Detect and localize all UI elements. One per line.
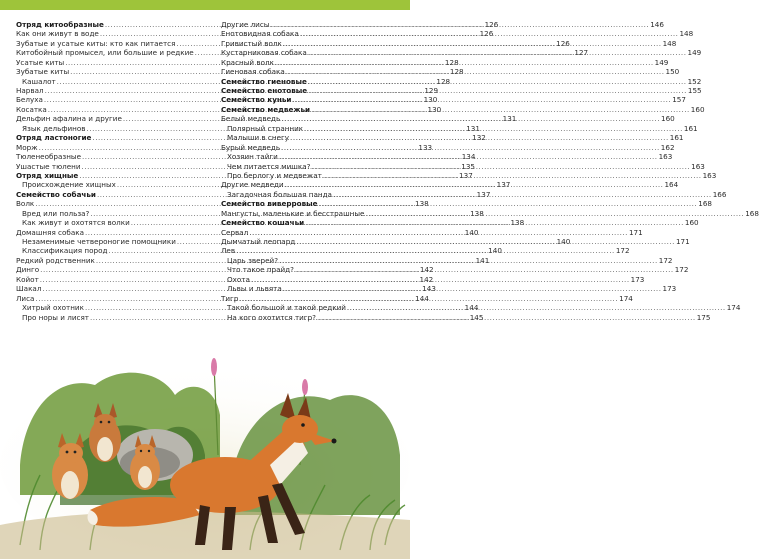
toc-entry-page: 161 <box>683 123 698 133</box>
dot-leader <box>300 29 679 38</box>
toc-entry-title: Зубатые и усатые киты: кто как питается <box>16 38 176 48</box>
toc-entry-title: Семейство гиеновые <box>221 76 307 86</box>
toc-entry-title: Кашалот <box>22 76 56 86</box>
toc-entry-page: 160 <box>661 114 675 124</box>
dot-leader <box>281 114 660 123</box>
toc-entry-page: 137 <box>496 180 511 190</box>
toc-entry-title: Гиеновая собака <box>221 67 285 77</box>
toc-entry-title: Волк <box>16 199 35 209</box>
toc-entry-page: 145 <box>469 312 484 322</box>
toc-entry-title: Про норы и лисят <box>22 312 89 322</box>
dot-leader <box>270 20 649 29</box>
dot-leader <box>308 77 687 86</box>
toc-entry-page: 126 <box>556 38 570 48</box>
toc-entry-title: Морж <box>16 142 38 152</box>
toc-entry-title: Редкий родственник <box>16 255 95 265</box>
top-accent-bar <box>0 0 410 10</box>
toc-entry-title: Чем питается мишка? <box>227 161 311 171</box>
toc-entry-page: 127 <box>574 48 589 58</box>
dot-leader <box>239 294 618 303</box>
toc-entry-title: Львы и львята <box>227 284 282 294</box>
toc-entry-title: Вред или польза? <box>22 208 90 218</box>
toc-entry-title: Как они живут в воде <box>16 29 99 39</box>
toc-entry-page: 160 <box>684 218 699 228</box>
toc-entry-title: Гривистый волк <box>221 38 282 48</box>
toc-entry-page: 148 <box>679 29 694 39</box>
toc-entry-page: 144 <box>464 303 479 313</box>
toc-entry-title: Косатка <box>16 104 47 114</box>
toc-entry-title: Такой большой и такой редкий <box>227 303 346 313</box>
dot-leader <box>285 180 664 189</box>
toc-entry-page: 171 <box>628 227 643 237</box>
toc-entry-page: 131 <box>502 114 517 124</box>
toc-entry-page: 126 <box>479 29 494 39</box>
toc-entry-page: 137 <box>459 170 473 180</box>
toc-entry-title: Семейство кошачьи <box>221 218 305 228</box>
dot-leader <box>251 275 630 284</box>
toc-entry-title: Семейство куньи <box>221 95 292 105</box>
toc-entry-page: 129 <box>424 86 439 96</box>
toc-entry-title: Другие медведи <box>221 180 284 190</box>
toc-entry-page: 140 <box>556 237 571 247</box>
dot-leader <box>347 303 726 312</box>
dot-leader <box>319 199 698 208</box>
toc-entry-title: Классификация пород <box>22 246 108 256</box>
toc-entry-title: Лиса <box>16 293 35 303</box>
toc-entry-title: Охота <box>227 274 250 284</box>
toc-entry-title: Семейство собачьи <box>16 189 96 199</box>
toc-entry-page: 140 <box>488 246 502 256</box>
dot-leader <box>286 67 665 76</box>
dot-leader <box>279 256 658 265</box>
toc-entry-title: Мангусты, маленькие и бесстрашные <box>221 208 365 218</box>
toc-entry-title: Динго <box>16 265 40 275</box>
dot-leader <box>308 86 687 95</box>
toc-entry-title: Койот <box>16 274 39 284</box>
toc-entry-title: Малыши в снегу <box>227 133 290 143</box>
toc-entry-page: 131 <box>466 123 480 133</box>
dot-leader <box>311 162 690 171</box>
toc-entry-page: 155 <box>687 86 702 96</box>
toc-entry-title: Семейство медвежьи <box>221 104 311 114</box>
toc-entry-page: 142 <box>419 274 434 284</box>
toc-entry-title: Царь зверей? <box>227 255 279 265</box>
dot-leader <box>333 190 712 199</box>
toc-entry-page: 140 <box>464 227 479 237</box>
toc-entry-page: 128 <box>444 57 459 67</box>
toc-entry-page: 166 <box>712 189 727 199</box>
toc-entry-page: 171 <box>675 237 690 247</box>
toc-entry-title: Тигр <box>221 293 239 303</box>
toc-entry-title: Китобойный промысел, или большие и редкие <box>16 48 194 58</box>
toc-entry-title: Тюленеобразные <box>16 152 81 162</box>
toc-entry-title: Нарвал <box>16 86 44 96</box>
toc-entry-title: Происхождение хищных <box>22 180 116 190</box>
toc-entry-title: Семейство виверровые <box>221 199 318 209</box>
toc-entry-page: 174 <box>619 293 633 303</box>
dot-leader <box>279 152 658 161</box>
toc-entry-page: 168 <box>698 199 712 209</box>
toc-entry-title: Про берлогу и медвежат <box>227 170 322 180</box>
toc-entry-title: Ушастые тюлени <box>16 161 81 171</box>
toc-entry-title: Дельфин афалина и другие <box>16 114 122 124</box>
toc-entry-title: Семейство енотовые <box>221 86 308 96</box>
toc-entry-page: 138 <box>415 199 429 209</box>
toc-entry-page: 150 <box>665 67 680 77</box>
toc-entry-title: Зубатые киты <box>16 67 70 77</box>
toc-entry-page: 134 <box>461 152 476 162</box>
toc-entry-title: Язык дельфинов <box>22 123 86 133</box>
toc-entry-page: 162 <box>660 142 675 152</box>
toc-entry-page: 132 <box>472 133 486 143</box>
dot-leader <box>317 313 696 322</box>
dot-leader <box>281 143 660 152</box>
foxes-illustration <box>0 345 410 559</box>
toc-entry-page: 128 <box>436 76 451 86</box>
toc-entry-page: 146 <box>650 19 664 29</box>
toc-entry-page: 164 <box>664 180 679 190</box>
toc-entry-title: На кого охотится тигр? <box>227 312 316 322</box>
toc-entry-title: Дымчатый леопард <box>221 237 296 247</box>
dot-leader <box>292 95 671 104</box>
toc-entry-title: Незаменимые четвероногие помощники <box>22 237 176 247</box>
dot-leader <box>323 171 702 180</box>
dot-leader <box>308 48 687 57</box>
toc-entry-title: Красный волк <box>221 57 274 67</box>
toc-entry-page: 130 <box>423 95 438 105</box>
toc-entry-page: 174 <box>726 303 741 313</box>
toc-entry-title: Отряд ластоногие <box>16 133 92 143</box>
toc-entry-title: Отряд хищные <box>16 170 79 180</box>
toc-entry-title: Бурый медведь <box>221 142 281 152</box>
toc-entry-page: 172 <box>615 246 630 256</box>
toc-entry-title: Шакал <box>16 284 42 294</box>
toc-entry-page: 175 <box>696 312 711 322</box>
toc-entry-page: 163 <box>658 152 673 162</box>
toc-entry-page: 126 <box>484 19 499 29</box>
toc-entry-page: 168 <box>745 208 759 218</box>
toc-entry-page: 152 <box>687 76 702 86</box>
toc-entry-page: 172 <box>674 265 689 275</box>
toc-entry-page: 138 <box>470 208 484 218</box>
toc-entry-title: Лев <box>221 246 236 256</box>
toc-entry-page: 130 <box>427 104 442 114</box>
toc-entry-page: 149 <box>654 57 669 67</box>
toc-entry-page: 144 <box>415 293 429 303</box>
toc-entry-page: 133 <box>418 142 433 152</box>
dot-leader <box>249 228 628 237</box>
dot-leader <box>275 58 654 67</box>
toc-entry-page: 173 <box>630 274 645 284</box>
dot-leader <box>295 265 674 274</box>
toc-entry-title: Как живут и охотятся волки <box>22 218 130 228</box>
dot-leader <box>365 209 744 218</box>
toc-entry-page: 161 <box>669 133 684 143</box>
toc-entry-title: Полярный странник <box>227 123 304 133</box>
toc-entry-title: Загадочная большая панда <box>227 189 332 199</box>
toc-entry-page: 148 <box>662 38 677 48</box>
dot-leader <box>305 218 684 227</box>
toc-entry-title: Хитрый охотник <box>22 303 84 313</box>
toc-entry-title: Домашняя собака <box>16 227 84 237</box>
dot-leader <box>304 124 683 133</box>
toc-entry-page: 157 <box>672 95 686 105</box>
dot-leader <box>236 246 615 255</box>
toc-entry-page: 135 <box>461 161 475 171</box>
dot-leader <box>283 284 662 293</box>
toc-entry-title: Белуха <box>16 95 43 105</box>
toc-entry-title: Усатые киты <box>16 57 65 67</box>
toc-entry-title: Отряд китообразные <box>16 19 104 29</box>
toc-entry-page: 149 <box>687 48 702 58</box>
dot-leader <box>311 105 690 114</box>
toc-entry-page: 163 <box>702 170 717 180</box>
dot-leader <box>290 133 669 142</box>
toc-entry-page: 137 <box>476 189 491 199</box>
toc-entry-page: 141 <box>475 255 490 265</box>
toc-entry-page: 163 <box>691 161 705 171</box>
toc-entry-title: Другие лисы <box>221 19 270 29</box>
toc-entry-page: 160 <box>690 104 705 114</box>
toc-entry-title: Енотовидная собака <box>221 29 299 39</box>
toc-entry-page: 172 <box>658 255 673 265</box>
toc-entry-title: Сервал <box>221 227 249 237</box>
dot-leader <box>296 237 675 246</box>
dot-leader <box>283 39 662 48</box>
toc-entry-page: 143 <box>422 284 436 294</box>
toc-entry-page: 128 <box>449 67 464 77</box>
toc-entry-page: 173 <box>662 284 677 294</box>
toc-entry-title: Хозяин тайги <box>227 152 278 162</box>
toc-entry-title: Кустарниковая собака <box>221 48 307 58</box>
toc-entry-page: 138 <box>510 218 525 228</box>
toc-entry-title: Белый медведь <box>221 114 281 124</box>
toc-entry-page: 142 <box>419 265 434 275</box>
toc-entry-title: Что такое прайд? <box>227 265 294 275</box>
